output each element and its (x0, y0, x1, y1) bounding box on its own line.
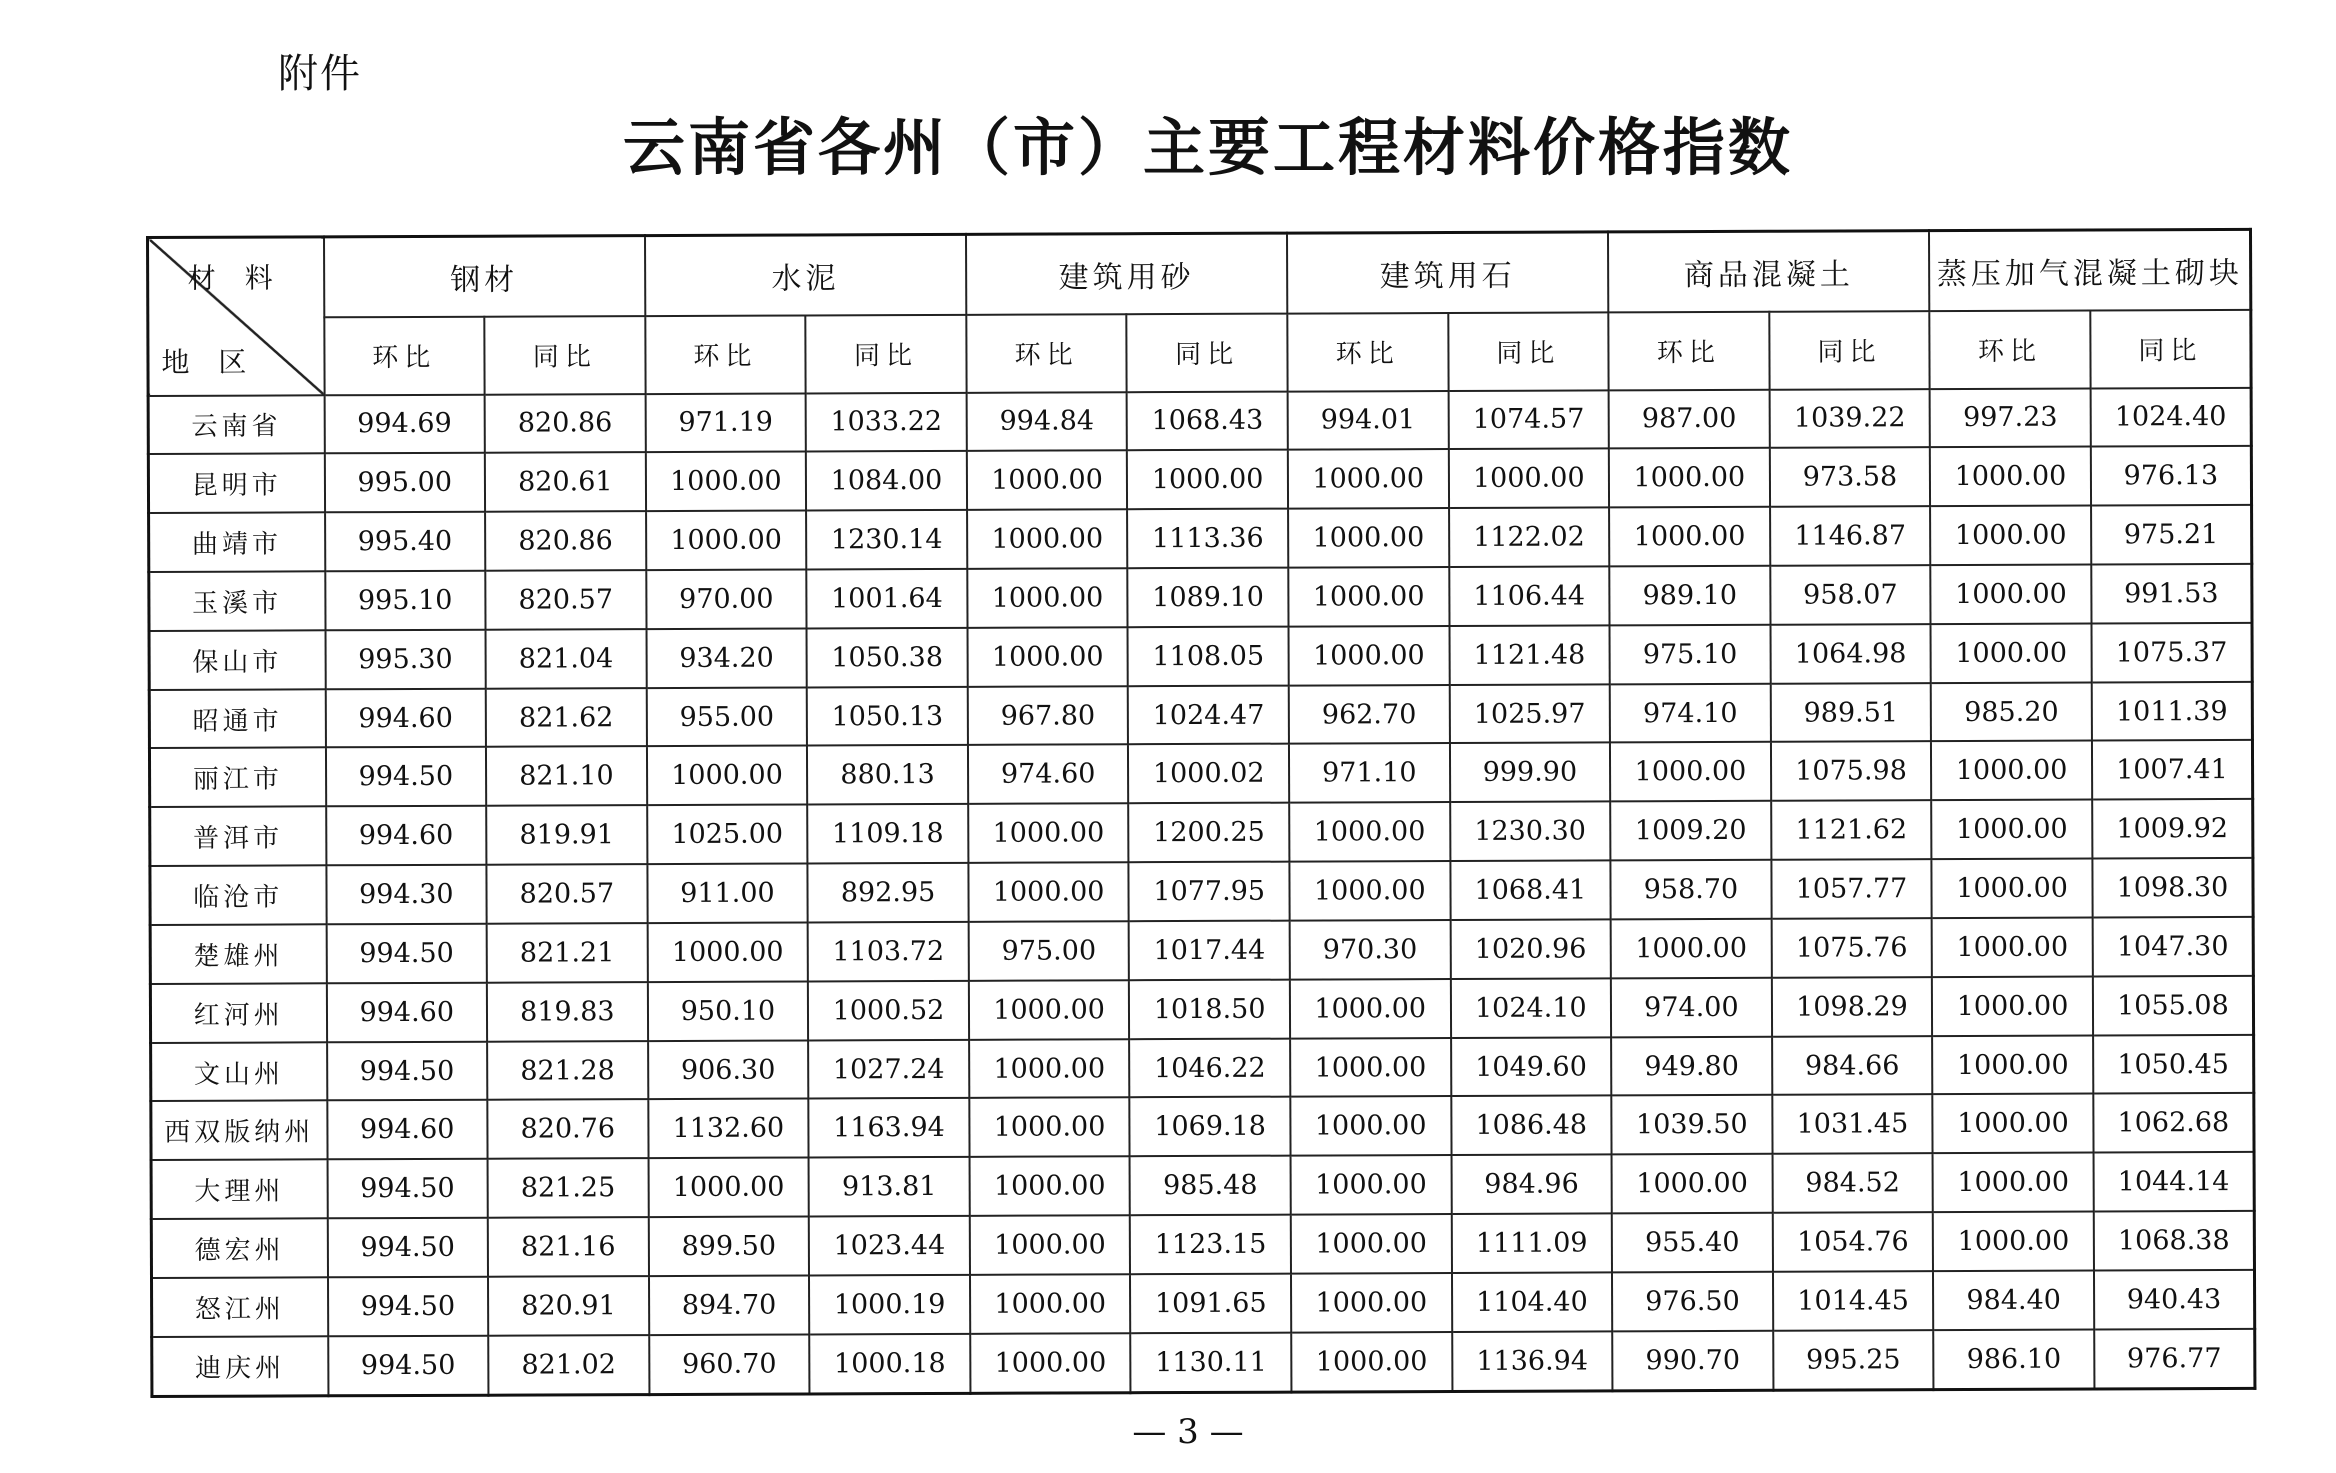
index-value-cell: 1098.29 (1772, 977, 1933, 1036)
index-value-cell: 913.81 (809, 1157, 970, 1216)
index-value-cell: 821.21 (487, 923, 648, 982)
index-value-cell: 955.40 (1612, 1213, 1773, 1272)
index-value-cell: 1000.00 (646, 511, 807, 570)
index-value-cell: 1050.45 (2093, 1035, 2254, 1094)
region-cell: 红河州 (150, 983, 326, 1043)
index-value-cell: 987.00 (1609, 389, 1770, 448)
table-row (151, 1093, 2254, 1160)
index-value-cell: 1123.15 (1130, 1215, 1291, 1274)
index-value-cell: 819.91 (486, 805, 647, 864)
index-value-cell: 892.95 (808, 863, 969, 922)
index-value-cell: 940.43 (2094, 1270, 2255, 1329)
index-value-cell: 1000.18 (809, 1334, 970, 1394)
index-value-cell: 821.02 (488, 1335, 649, 1395)
table-row (152, 1329, 2255, 1397)
index-value-cell: 1108.05 (1128, 626, 1289, 685)
index-value-cell: 962.70 (1289, 685, 1450, 744)
index-value-cell: 1011.39 (2092, 682, 2253, 741)
index-value-cell: 1077.95 (1129, 862, 1290, 921)
index-value-cell: 821.25 (488, 1158, 649, 1217)
index-value-cell: 1000.00 (1291, 1214, 1452, 1273)
index-value-cell: 1084.00 (806, 451, 967, 510)
index-value-cell: 821.10 (486, 747, 647, 806)
index-value-cell: 995.30 (325, 630, 486, 689)
index-value-cell: 1121.48 (1449, 625, 1610, 684)
index-value-cell: 1000.00 (1289, 861, 1450, 920)
index-value-cell: 994.60 (327, 1100, 488, 1159)
index-value-cell: 1000.00 (1611, 919, 1772, 978)
index-value-cell: 1020.96 (1450, 919, 1611, 978)
price-index-table-wrapper (146, 228, 2256, 1398)
index-value-cell: 999.90 (1450, 743, 1611, 802)
sub-header-yoy: 同比 (2090, 309, 2251, 388)
index-value-cell: 820.61 (485, 452, 646, 511)
index-value-cell: 1200.25 (1129, 803, 1290, 862)
index-value-cell: 955.00 (646, 687, 807, 746)
index-value-cell: 820.76 (487, 1100, 648, 1159)
index-value-cell: 1000.00 (969, 980, 1130, 1039)
region-cell: 楚雄州 (150, 924, 326, 984)
index-value-cell: 1000.00 (1609, 507, 1770, 566)
region-cell: 保山市 (149, 630, 325, 690)
index-value-cell: 960.70 (649, 1334, 810, 1394)
index-value-cell: 971.19 (645, 393, 806, 452)
corner-material-label: 材 料 (187, 261, 283, 295)
corner-region-label: 地 区 (161, 345, 257, 379)
region-cell: 曲靖市 (149, 512, 325, 572)
index-value-cell: 994.84 (966, 392, 1127, 451)
attachment-label: 附件 (278, 51, 362, 97)
region-cell: 临沧市 (150, 865, 326, 925)
index-value-cell: 989.10 (1609, 566, 1770, 625)
sub-header-mom: 环比 (966, 314, 1127, 393)
table-row (148, 446, 2251, 513)
index-value-cell: 1001.64 (807, 569, 968, 628)
index-value-cell: 1014.45 (1773, 1271, 1934, 1330)
index-value-cell: 821.62 (486, 688, 647, 747)
index-value-cell: 1062.68 (2093, 1093, 2254, 1152)
index-value-cell: 984.52 (1772, 1153, 1933, 1212)
sub-header-yoy: 同比 (1769, 311, 1930, 390)
table-row (151, 1211, 2254, 1278)
index-value-cell: 1039.50 (1611, 1095, 1772, 1154)
index-value-cell: 986.10 (1933, 1329, 2094, 1389)
index-value-cell: 1000.02 (1128, 744, 1289, 803)
index-value-cell: 1000.00 (1931, 741, 2092, 800)
region-cell: 怒江州 (152, 1277, 328, 1337)
index-value-cell: 994.50 (325, 747, 486, 806)
index-value-cell: 820.57 (485, 570, 646, 629)
index-value-cell: 1000.00 (968, 804, 1129, 863)
material-header-sand: 建筑用砂 (966, 233, 1287, 314)
index-value-cell: 994.50 (327, 1041, 488, 1100)
material-header-concrete: 商品混凝土 (1608, 231, 1929, 312)
sub-header-yoy: 同比 (1448, 312, 1609, 391)
index-value-cell: 1000.00 (1288, 567, 1449, 626)
header-row-sub (148, 309, 2251, 395)
index-value-cell: 819.83 (487, 982, 648, 1041)
index-value-cell: 994.50 (327, 1159, 488, 1218)
table-row (150, 799, 2253, 866)
index-value-cell: 1000.00 (1930, 506, 2091, 565)
index-value-cell: 1050.13 (807, 686, 968, 745)
index-value-cell: 997.23 (1930, 388, 2091, 447)
index-value-cell: 1000.00 (968, 862, 1129, 921)
index-value-cell: 1000.00 (1933, 1212, 2094, 1271)
index-value-cell: 1132.60 (648, 1099, 809, 1158)
index-value-cell: 1136.94 (1452, 1331, 1613, 1391)
index-value-cell: 1109.18 (807, 804, 968, 863)
index-value-cell: 1009.20 (1610, 801, 1771, 860)
index-value-cell: 1054.76 (1772, 1212, 1933, 1271)
index-value-cell: 1000.00 (967, 509, 1128, 568)
index-value-cell: 950.10 (648, 981, 809, 1040)
index-value-cell: 994.01 (1288, 391, 1449, 450)
index-value-cell: 1000.00 (969, 1039, 1130, 1098)
index-value-cell: 1049.60 (1451, 1037, 1612, 1096)
index-value-cell: 958.70 (1611, 860, 1772, 919)
table-row (149, 740, 2252, 807)
table-row (151, 1152, 2254, 1219)
index-value-cell: 820.57 (486, 864, 647, 923)
index-value-cell: 1000.00 (1127, 450, 1288, 509)
index-value-cell: 1000.00 (969, 1098, 1130, 1157)
material-header-cement: 水泥 (645, 234, 966, 315)
sub-header-yoy: 同比 (484, 316, 645, 395)
index-value-cell: 1039.22 (1769, 389, 1930, 448)
material-header-stone: 建筑用石 (1287, 232, 1608, 313)
document-title: 云南省各州（市）主要工程材料价格指数 (622, 111, 1793, 184)
index-value-cell: 1000.00 (1932, 976, 2093, 1035)
index-value-cell: 994.50 (326, 924, 487, 983)
table-row (149, 564, 2252, 631)
index-value-cell: 1068.38 (2094, 1211, 2255, 1270)
index-value-cell: 1163.94 (809, 1098, 970, 1157)
index-value-cell: 994.30 (326, 865, 487, 924)
index-value-cell: 1075.76 (1771, 918, 1932, 977)
index-value-cell: 1024.47 (1128, 685, 1289, 744)
index-value-cell: 1000.00 (1290, 1038, 1451, 1097)
index-value-cell: 1000.00 (1288, 626, 1449, 685)
index-value-cell: 1106.44 (1449, 566, 1610, 625)
region-cell: 丽江市 (149, 748, 325, 808)
index-value-cell: 1000.00 (1288, 449, 1449, 508)
index-value-cell: 1000.00 (1610, 742, 1771, 801)
region-cell: 大理州 (151, 1160, 327, 1220)
index-value-cell: 985.20 (1931, 682, 2092, 741)
index-value-cell: 1069.18 (1130, 1097, 1291, 1156)
index-value-cell: 1000.00 (967, 627, 1128, 686)
index-value-cell: 1146.87 (1770, 506, 1931, 565)
index-value-cell: 974.00 (1611, 978, 1772, 1037)
index-value-cell: 985.48 (1130, 1156, 1291, 1215)
index-value-cell: 1007.41 (2092, 740, 2253, 799)
index-value-cell: 975.00 (968, 921, 1129, 980)
index-value-cell: 995.00 (324, 453, 485, 512)
index-value-cell: 1000.00 (1289, 802, 1450, 861)
sub-header-mom: 环比 (1608, 311, 1769, 390)
sub-header-mom: 环比 (1287, 313, 1448, 392)
index-value-cell: 1000.00 (1290, 1096, 1451, 1155)
header-row-materials (148, 229, 2251, 317)
index-value-cell: 894.70 (649, 1275, 810, 1334)
index-value-cell: 1068.41 (1450, 861, 1611, 920)
table-row (152, 1270, 2255, 1337)
index-value-cell: 994.69 (324, 394, 485, 453)
index-value-cell: 949.80 (1611, 1036, 1772, 1095)
index-value-cell: 1000.52 (808, 981, 969, 1040)
index-value-cell: 911.00 (647, 864, 808, 923)
index-value-cell: 1000.00 (969, 1156, 1130, 1215)
index-value-cell: 970.00 (646, 569, 807, 628)
index-value-cell: 975.10 (1610, 625, 1771, 684)
index-value-cell: 1075.98 (1771, 742, 1932, 801)
price-index-table (146, 228, 2256, 1398)
index-value-cell: 1086.48 (1451, 1096, 1612, 1155)
sub-header-yoy: 同比 (806, 314, 967, 393)
index-value-cell: 1047.30 (2092, 917, 2253, 976)
index-value-cell: 820.86 (485, 511, 646, 570)
index-value-cell: 1000.00 (1291, 1273, 1452, 1332)
index-value-cell: 995.10 (325, 571, 486, 630)
table-row (148, 387, 2251, 454)
index-value-cell: 1000.00 (1290, 979, 1451, 1038)
index-value-cell: 958.07 (1770, 565, 1931, 624)
index-value-cell: 994.60 (326, 982, 487, 1041)
index-value-cell: 1000.00 (967, 451, 1128, 510)
table-row (150, 858, 2253, 925)
index-value-cell: 1044.14 (2093, 1152, 2254, 1211)
index-value-cell: 1000.00 (1931, 565, 2092, 624)
sub-header-yoy: 同比 (1127, 313, 1288, 392)
index-value-cell: 971.10 (1289, 743, 1450, 802)
index-value-cell: 1098.30 (2092, 858, 2253, 917)
index-value-cell: 1000.00 (1291, 1155, 1452, 1214)
index-value-cell: 1000.19 (809, 1275, 970, 1334)
index-value-cell: 1033.22 (806, 392, 967, 451)
index-value-cell: 1050.38 (807, 628, 968, 687)
index-value-cell: 1000.00 (1932, 917, 2093, 976)
index-value-cell: 1025.00 (647, 805, 808, 864)
index-value-cell: 1046.22 (1129, 1038, 1290, 1097)
table-row (150, 917, 2253, 984)
index-value-cell: 1000.00 (967, 568, 1128, 627)
index-value-cell: 1000.00 (1932, 1035, 2093, 1094)
index-value-cell: 821.04 (486, 629, 647, 688)
index-value-cell: 1121.62 (1771, 800, 1932, 859)
index-value-cell: 974.60 (968, 745, 1129, 804)
index-value-cell: 995.25 (1773, 1330, 1934, 1390)
index-value-cell: 1000.00 (1609, 448, 1770, 507)
index-value-cell: 1000.00 (648, 1158, 809, 1217)
table-row (149, 682, 2252, 749)
index-value-cell: 820.91 (488, 1276, 649, 1335)
index-value-cell: 994.50 (328, 1335, 489, 1395)
index-value-cell: 906.30 (648, 1040, 809, 1099)
region-cell: 文山州 (151, 1042, 327, 1102)
region-cell: 昆明市 (148, 454, 324, 514)
index-value-cell: 1000.00 (1932, 859, 2093, 918)
index-value-cell: 994.60 (326, 806, 487, 865)
region-cell: 西双版纳州 (151, 1101, 327, 1161)
page-number: — 3 — (1132, 1412, 1244, 1452)
index-value-cell: 984.40 (1933, 1270, 2094, 1329)
index-value-cell: 994.60 (325, 688, 486, 747)
index-value-cell: 1024.10 (1450, 978, 1611, 1037)
index-value-cell: 990.70 (1612, 1331, 1773, 1391)
index-value-cell: 973.58 (1770, 447, 1931, 506)
index-value-cell: 1025.97 (1449, 684, 1610, 743)
index-value-cell: 1018.50 (1129, 979, 1290, 1038)
sub-header-mom: 环比 (1930, 310, 2091, 389)
region-cell: 德宏州 (151, 1218, 327, 1278)
sub-header-mom: 环比 (645, 315, 806, 394)
index-value-cell: 899.50 (648, 1217, 809, 1276)
index-value-cell: 1089.10 (1128, 568, 1289, 627)
material-header-aerated-block: 蒸压加气混凝土砌块 (1929, 229, 2251, 310)
index-value-cell: 1000.00 (645, 452, 806, 511)
index-value-cell: 976.50 (1612, 1272, 1773, 1331)
index-value-cell: 1000.00 (1448, 449, 1609, 508)
index-value-cell: 1104.40 (1452, 1272, 1613, 1331)
index-value-cell: 991.53 (2091, 564, 2252, 623)
index-value-cell: 994.50 (327, 1277, 488, 1336)
index-value-cell: 1000.00 (970, 1333, 1131, 1393)
index-value-cell: 1023.44 (809, 1216, 970, 1275)
index-value-cell: 1000.00 (1612, 1154, 1773, 1213)
region-cell: 云南省 (148, 395, 324, 455)
index-value-cell: 1000.00 (647, 746, 808, 805)
index-value-cell: 1000.00 (1930, 447, 2091, 506)
index-value-cell: 1111.09 (1451, 1213, 1612, 1272)
index-value-cell: 1130.11 (1131, 1332, 1292, 1392)
index-value-cell: 1000.00 (1931, 800, 2092, 859)
corner-header (148, 237, 325, 396)
index-value-cell: 976.77 (2094, 1329, 2255, 1389)
index-value-cell: 820.86 (485, 394, 646, 453)
index-value-cell: 1000.00 (970, 1215, 1131, 1274)
index-value-cell: 1103.72 (808, 922, 969, 981)
index-value-cell: 1017.44 (1129, 921, 1290, 980)
index-value-cell: 1057.77 (1771, 859, 1932, 918)
index-value-cell: 1000.00 (1931, 623, 2092, 682)
index-value-cell: 1113.36 (1127, 509, 1288, 568)
index-value-cell: 967.80 (968, 686, 1129, 745)
index-value-cell: 1000.00 (1933, 1153, 2094, 1212)
index-value-cell: 821.28 (487, 1041, 648, 1100)
index-value-cell: 1031.45 (1772, 1095, 1933, 1154)
index-value-cell: 976.13 (2091, 446, 2252, 505)
index-value-cell: 880.13 (807, 745, 968, 804)
sub-header-mom: 环比 (324, 316, 485, 395)
table-row (149, 623, 2252, 690)
index-value-cell: 1074.57 (1448, 390, 1609, 449)
index-value-cell: 984.66 (1772, 1036, 1933, 1095)
index-value-cell: 1000.00 (970, 1274, 1131, 1333)
index-value-cell: 970.30 (1290, 920, 1451, 979)
index-value-cell: 1230.30 (1450, 802, 1611, 861)
index-value-cell: 1055.08 (2093, 976, 2254, 1035)
table-row (151, 1035, 2254, 1102)
table-row (150, 976, 2253, 1043)
index-value-cell: 1027.24 (808, 1039, 969, 1098)
table-row (149, 505, 2252, 572)
index-value-cell: 1009.92 (2092, 799, 2253, 858)
region-cell: 玉溪市 (149, 571, 325, 631)
index-value-cell: 1064.98 (1770, 624, 1931, 683)
material-header-steel: 钢材 (324, 236, 645, 317)
index-value-cell: 1000.00 (1288, 508, 1449, 567)
index-value-cell: 1000.00 (647, 922, 808, 981)
index-value-cell: 1068.43 (1127, 391, 1288, 450)
index-value-cell: 934.20 (646, 628, 807, 687)
index-value-cell: 1122.02 (1449, 508, 1610, 567)
index-value-cell: 975.21 (2091, 505, 2252, 564)
index-value-cell: 821.16 (488, 1217, 649, 1276)
index-value-cell: 994.50 (327, 1218, 488, 1277)
index-value-cell: 1075.37 (2091, 623, 2252, 682)
index-value-cell: 995.40 (325, 512, 486, 571)
table-body (148, 387, 2255, 1396)
index-value-cell: 1000.00 (1291, 1332, 1452, 1392)
index-value-cell: 989.51 (1770, 683, 1931, 742)
region-cell: 迪庆州 (152, 1336, 328, 1396)
index-value-cell: 974.10 (1610, 683, 1771, 742)
index-value-cell: 1024.40 (2090, 387, 2251, 446)
region-cell: 普洱市 (150, 807, 326, 867)
region-cell: 昭通市 (149, 689, 325, 749)
index-value-cell: 1000.00 (1933, 1094, 2094, 1153)
index-value-cell: 1091.65 (1130, 1274, 1291, 1333)
index-value-cell: 984.96 (1451, 1155, 1612, 1214)
index-value-cell: 1230.14 (806, 510, 967, 569)
